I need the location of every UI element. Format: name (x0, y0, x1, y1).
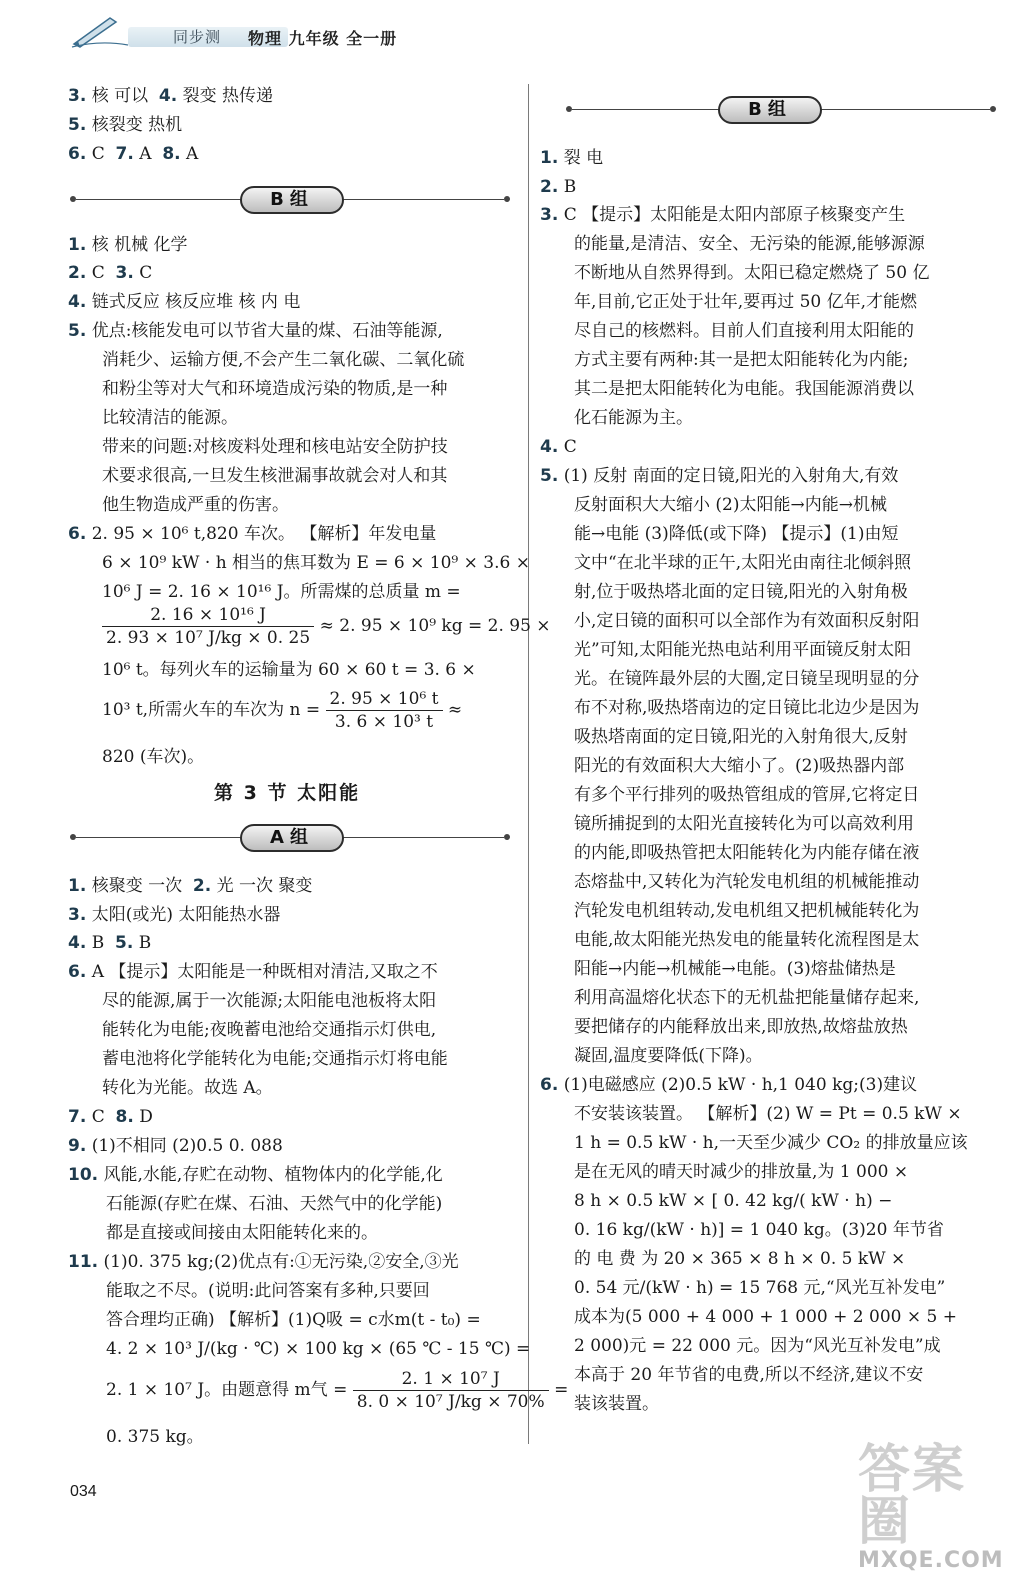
answer-text: B (138, 933, 152, 953)
answer-text: 年,目前,它正处于壮年,要再过 50 亿年,才能燃 (574, 292, 918, 312)
answer-line (68, 929, 151, 957)
answer-line (68, 288, 300, 316)
answer-text: 文中“在北半球的正午,太阳光由南往北倾斜照 (574, 553, 912, 573)
answer-text: 的能量,是清洁、安全、无污染的能源,能够源源 (574, 234, 925, 254)
fraction-denominator: 8. 0 × 10⁷ J/kg × 70% (356, 1392, 545, 1412)
answer-text: C (91, 1107, 105, 1127)
answer-text: 10³ t,所需火车的车次为 n = (102, 700, 321, 720)
q-num: 7. (68, 1107, 87, 1127)
answer-text: 裂变 热传递 (182, 86, 274, 106)
subject-label: 物理 九年级 全一册 (248, 29, 398, 48)
answer-text: 820 (车次)。 (102, 747, 205, 767)
answer-line (540, 462, 898, 490)
answer-line (106, 1368, 568, 1413)
answer-line (68, 82, 273, 110)
answer-line (68, 1161, 443, 1189)
answer-line (68, 1103, 153, 1131)
q-num: 2. (192, 876, 212, 896)
q-num: 8. (162, 144, 181, 164)
answer-text: 的 电 费 为 20 × 365 × 8 h × 0. 5 kW × (574, 1249, 906, 1269)
answer-text: 消耗少、运输方便,不会产生二氧化碳、二氧化硫 (102, 350, 465, 370)
answer-text: 链式反应 核反应堆 核 内 电 (91, 292, 301, 312)
answer-text: 10⁶ J = 2. 16 × 10¹⁶ J。所需煤的总质量 m = (102, 582, 461, 602)
fraction (353, 1368, 549, 1413)
q-num: 2. (68, 263, 87, 283)
watermark (858, 1440, 1018, 1573)
answer-text: 方式主要有两种:其一是把太阳能转化为内能; (574, 350, 909, 370)
answer-line (68, 259, 152, 287)
answer-text: 2. 95 × 10⁶ t,820 车次。 【解析】年发电量 (91, 524, 437, 544)
q-num: 4. (158, 86, 178, 106)
answer-text: 尽自己的核燃料。目前人们直接利用太阳能的 (574, 321, 914, 341)
q-num: 6. (540, 1075, 559, 1095)
answer-text: 阳能→内能→机械能→电能。(3)熔盐储热是 (574, 959, 896, 979)
answer-line (540, 144, 603, 172)
answer-text: 优点:核能发电可以节省大量的煤、石油等能源, (91, 321, 443, 341)
watermark-url: MXQE.COM (858, 1548, 1004, 1573)
answer-line (68, 958, 438, 986)
answer-text: 答合理均正确) 【解析】(1)Q吸 = c水m(t - t₀) = (106, 1310, 481, 1330)
answer-line (68, 520, 436, 548)
answer-text: C (91, 144, 105, 164)
answer-text: 0. 375 kg。 (106, 1427, 204, 1447)
q-num: 1. (68, 876, 87, 896)
answer-text: = (554, 1380, 569, 1400)
q-num: 6. (68, 524, 87, 544)
answer-text: 光。在镜阵最外层的大圈,定日镜呈现明显的分 (574, 669, 920, 689)
q-num: 2. (540, 177, 559, 197)
answer-text: 镜所捕捉到的太阳光直接转化为可以高效利用 (574, 814, 914, 834)
answer-line (68, 231, 188, 259)
answer-line (102, 688, 462, 733)
answer-text: 和粉尘等对大气和环境造成污染的物质,是一种 (102, 379, 448, 399)
answer-text: 蓄电池将化学能转化为电能;交通指示灯将电能 (102, 1049, 448, 1069)
answer-text: 电能,故太阳能光热发电的能量转化流程图是太 (574, 930, 920, 950)
answer-text: 比较清洁的能源。 (102, 408, 238, 428)
fraction (326, 688, 443, 733)
q-num: 6. (68, 144, 87, 164)
answer-text: ≈ (447, 700, 463, 720)
answer-text: 本高于 20 年节省的电费,所以不经济,建议不安 (574, 1365, 924, 1385)
answer-line (68, 317, 443, 345)
answer-text: C (91, 263, 105, 283)
answer-text: 0. 54 元/(kW · h) = 15 768 元,“风光互补发电” (574, 1278, 946, 1298)
answer-text: 阳光的有效面积大大缩小了。(2)吸热器内部 (574, 756, 905, 776)
answer-line (540, 433, 577, 461)
answer-text: 核聚变 一次 (91, 876, 183, 896)
answer-text: 都是直接或间接由太阳能转化来的。 (106, 1223, 378, 1243)
q-num: 4. (68, 292, 87, 312)
column-divider (528, 84, 529, 1444)
answer-text: A (139, 144, 152, 164)
answer-text: (1)电磁感应 (2)0.5 kW · h,1 040 kg;(3)建议 (563, 1075, 918, 1095)
answer-text: 6 × 10⁹ kW · h 相当的焦耳数为 E = 6 × 10⁹ × 3.6 × (102, 553, 530, 573)
group-header-a (70, 824, 510, 850)
answer-text: 0. 16 kg/(kW · h)] = 1 040 kg。(3)20 年节省 (574, 1220, 944, 1240)
q-num: 3. (68, 905, 87, 925)
answer-text: 态熔盐中,又转化为汽轮发电机组的机械能推动 (574, 872, 920, 892)
q-num: 8. (115, 1107, 134, 1127)
answer-text: (1)不相同 (2)0.5 0. 088 (91, 1136, 283, 1156)
answer-text: 有多个平行排列的吸热管组成的管屏,它将定日 (574, 785, 920, 805)
fraction-denominator: 3. 6 × 10³ t (334, 712, 434, 732)
q-num: 3. (68, 86, 87, 106)
q-num: 4. (68, 933, 87, 953)
answer-text: (1)0. 375 kg;(2)优点有:①无污染,②安全,③光 (103, 1252, 459, 1272)
answer-text: 小,定日镜的面积可以全部作为有效面积反射阳 (574, 611, 920, 631)
q-num: 3. (115, 263, 134, 283)
answer-text: 他生物造成严重的伤害。 (102, 495, 289, 515)
q-num: 1. (540, 148, 559, 168)
answer-text: 10⁶ t。每列火车的运输量为 60 × 60 t = 3. 6 × (102, 660, 476, 680)
answer-line (540, 1071, 917, 1099)
q-num: 9. (68, 1136, 87, 1156)
group-header-b (70, 186, 510, 212)
q-num: 10. (68, 1165, 99, 1185)
answer-text: C 【提示】太阳能是太阳内部原子核聚变产生 (563, 205, 906, 225)
group-label: B组 (240, 186, 344, 214)
answer-text: 化石能源为主。 (574, 408, 693, 428)
q-num: 4. (540, 437, 559, 457)
fraction-numerator: 2. 16 × 10¹⁶ J (102, 604, 314, 627)
answer-text: 4. 2 × 10³ J/(kg · ℃) × 100 kg × (65 ℃ - 15 ℃) = (106, 1339, 531, 1359)
answer-text: 不断地从自然界得到。太阳已稳定燃烧了 50 亿 (574, 263, 930, 283)
fraction-numerator: 2. 1 × 10⁷ J (353, 1368, 549, 1391)
answer-text: C (139, 263, 153, 283)
answer-text: (1) 反射 南面的定日镜,阳光的入射角大,有效 (563, 466, 899, 486)
page-header (70, 14, 550, 48)
answer-text: A 【提示】太阳能是一种既相对清洁,又取之不 (91, 962, 438, 982)
q-num: 5. (68, 115, 87, 135)
answer-text: 尽的能源,属于一次能源;太阳能电池板将太阳 (102, 991, 437, 1011)
section-title: 第 3 节 太阳能 (214, 782, 361, 804)
q-num: 7. (115, 144, 134, 164)
answer-text: 利用高温熔化状态下的无机盐把能量储存起来, (574, 988, 920, 1008)
answer-text: 2. 1 × 10⁷ J。由题意得 m气 = (106, 1380, 348, 1400)
answer-line (68, 1248, 459, 1276)
answer-text: 布不对称,吸热塔南边的定日镜比北边少是因为 (574, 698, 920, 718)
q-num: 5. (540, 466, 559, 486)
fraction-numerator: 2. 95 × 10⁶ t (326, 688, 443, 711)
answer-text: 装该装置。 (574, 1394, 659, 1414)
fraction-denominator: 2. 93 × 10⁷ J/kg × 0. 25 (106, 628, 311, 648)
answer-text: 1 h = 0.5 kW · h,一天至少减少 CO₂ 的排放量应该 (574, 1133, 968, 1153)
answer-text: 光 一次 聚变 (216, 876, 313, 896)
answer-line (68, 872, 312, 900)
answer-text: 带来的问题:对核废料处理和核电站安全防护技 (102, 437, 448, 457)
answer-text: 裂 电 (563, 148, 604, 168)
answer-text: 是在无风的晴天时减少的排放量,为 1 000 × (574, 1162, 909, 1182)
answer-line (102, 604, 551, 649)
answer-text: C (563, 437, 577, 457)
answer-text: B (563, 177, 577, 197)
answer-text: D (139, 1107, 153, 1127)
answer-text: 能转化为电能;夜晚蓄电池给交通指示灯供电, (102, 1020, 437, 1040)
answer-text: 能→电能 (3)降低(或下降) 【提示】(1)由短 (574, 524, 899, 544)
watermark-text: 答案圈 (858, 1440, 967, 1552)
brand-name: 同步测 (173, 28, 222, 46)
q-num: 1. (68, 235, 87, 255)
answer-text: 要把储存的内能释放出来,即放热,故熔盐放热 (574, 1017, 908, 1037)
answer-text: 核 机械 化学 (91, 235, 188, 255)
answer-text: 其二是把太阳能转化为电能。我国能源消费以 (574, 379, 914, 399)
answer-text: 太阳(或光) 太阳能热水器 (91, 905, 281, 925)
answer-text: 吸热塔南面的定日镜,阳光的入射角很大,反射 (574, 727, 908, 747)
group-header-b (566, 96, 996, 122)
answer-text: 光”可知,太阳能光热电站利用平面镜反射太阳 (574, 640, 912, 660)
q-num: 6. (68, 962, 87, 982)
answer-text: 核 可以 (91, 86, 149, 106)
answer-text: B (91, 933, 105, 953)
answer-text: 风能,水能,存贮在动物、植物体内的化学能,化 (103, 1165, 443, 1185)
answer-text: 汽轮发电机组转动,发电机组又把机械能转化为 (574, 901, 920, 921)
answer-line (68, 1132, 283, 1160)
fraction (102, 604, 314, 649)
answer-text: 不安装该装置。 【解析】(2) W = Pt = 0.5 kW × (574, 1104, 962, 1124)
pen-icon (70, 14, 130, 48)
answer-text: 反射面积大大缩小 (2)太阳能→内能→机械 (574, 495, 887, 515)
answer-line (68, 111, 182, 139)
q-num: 5. (68, 321, 87, 341)
group-label: B组 (718, 96, 822, 124)
answer-text: 凝固,温度要降低(下降)。 (574, 1046, 763, 1066)
answer-line (68, 901, 280, 929)
answer-text: 8 h × 0.5 kW × [ 0. 42 kg/( kW · h) − (574, 1191, 893, 1211)
answer-line (68, 140, 198, 168)
page-number: 034 (70, 1483, 97, 1500)
q-num: 11. (68, 1252, 99, 1272)
answer-text: 2 000)元 = 22 000 元。因为“风光互补发电”成 (574, 1336, 941, 1356)
q-num: 3. (540, 205, 559, 225)
group-label: A组 (240, 824, 344, 852)
answer-text: 转化为光能。故选 A。 (102, 1078, 273, 1098)
answer-text: 射,位于吸热塔北面的定日镜,阳光的入射角极 (574, 582, 908, 602)
answer-line (540, 201, 905, 229)
q-num: 5. (115, 933, 134, 953)
answer-text: 核裂变 热机 (91, 115, 183, 135)
answer-text: 能取之不尽。(说明:此问答案有多种,只要回 (106, 1281, 430, 1301)
answer-text: 术要求很高,一旦发生核泄漏事故就会对人和其 (102, 466, 448, 486)
answer-text: 成本为(5 000 + 4 000 + 1 000 + 2 000 × 5 + (574, 1307, 957, 1327)
answer-text: 石能源(存贮在煤、石油、天然气中的化学能) (106, 1194, 443, 1214)
answer-text: ≈ 2. 95 × 10⁹ kg = 2. 95 × (319, 616, 551, 636)
answer-text: 的内能,即吸热管把太阳能转化为内能存储在液 (574, 843, 920, 863)
answer-text: A (186, 144, 199, 164)
answer-line (540, 173, 576, 201)
